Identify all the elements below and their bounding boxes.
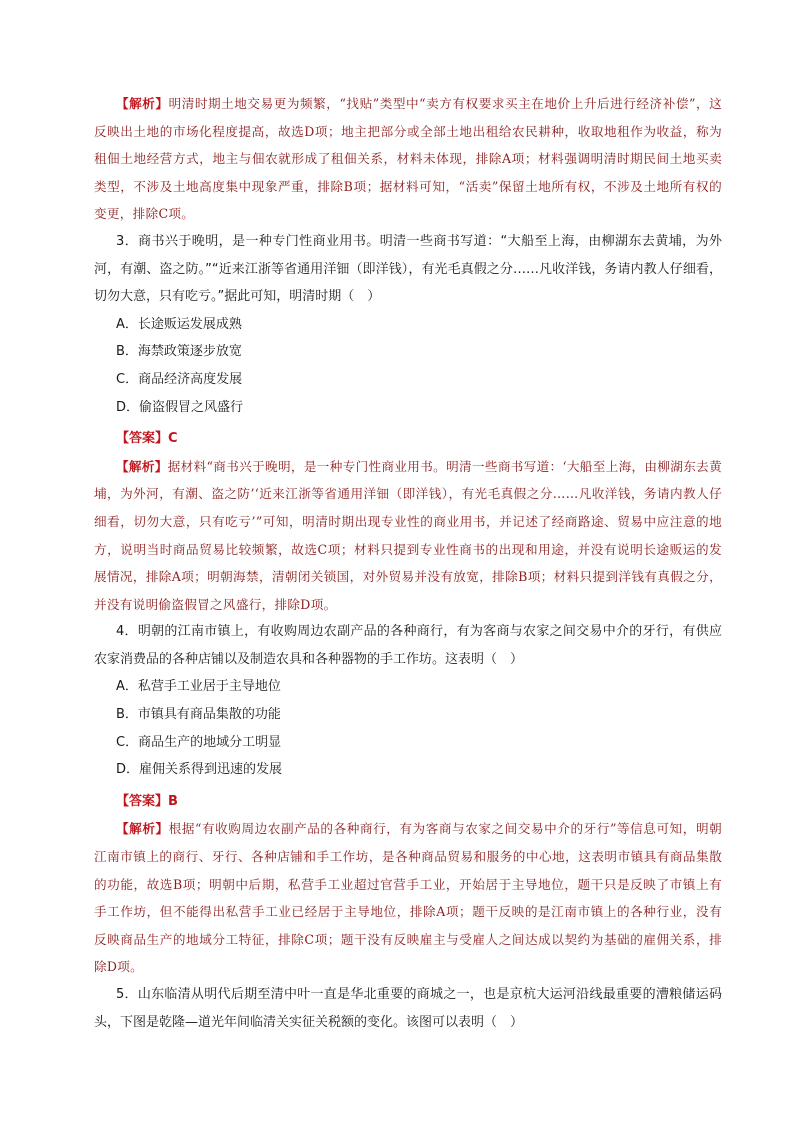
question-4-stem: 4．明朝的江南市镇上，有收购周边农副产品的各种商行，有为客商与农家之间交易中介的牙行，有供应农家消费品的各种店铺以及制造农具和各种器物的手工作坊。这表明（ ） xyxy=(94,624,722,667)
question-4-option-d: D．雇佣关系得到迅速的发展 xyxy=(116,762,283,778)
question-3-stem: 3．商书兴于晚明，是一种专门性商业用书。明清一些商书写道：“大船至上海，由柳湖东去黄埔，为外河，有潮、盗之防。”“近来江浙等省通用洋钿（即洋钱），有光毛真假之分……凡收洋钱，务请内教人仔细看，切勿大意，只有吃亏。”据此可知，明清时期（ ） xyxy=(94,233,722,305)
question-3-answer xyxy=(94,425,722,453)
analysis-tag: 【解析】 xyxy=(116,96,169,111)
question-3-option-b: B．海禁政策逐步放宽 xyxy=(116,344,242,360)
question-3-option-d: D．偷盗假冒之风盛行 xyxy=(116,399,244,415)
analysis-text: 明清时期土地交易更为频繁，“找贴”类型中“卖方有权要求买主在地价上升后进行经济补偿”，这反映出土地的市场化程度提高，故选D项；地主把部分或全部土地出租给农民耕种，收取地租作为收益，称为租佃土地经营方式，地主与佃农就形成了租佃关系，材料未体现，排除A项；材料强调明清时期民间土地买卖类型，不涉及土地高度集中现象严重，排除B项；据材料可知，“活卖”保留土地所有权，不涉及土地所有权的变更，排除C项。 xyxy=(94,96,723,222)
answer-value: C xyxy=(168,431,178,447)
question-5-stem: 5．山东临清从明代后期至清中叶一直是华北重要的商城之一，也是京杭大运河沿线最重要的漕粮储运码头，下图是乾隆—道光年间临清关实征关税额的变化。该图可以表明（ ） xyxy=(94,987,722,1030)
analysis-tag: 【解析】 xyxy=(116,458,168,474)
answer-tag: 【答案】 xyxy=(116,793,169,809)
analysis-text: 据材料“商书兴于晚明，是一种专门性商业用书。明清一些商书写道：‘大船至上海，由柳湖东去黄埔，为外河，有潮、盗之防’‘近来江浙等省通用洋钿（即洋钱），有光毛真假之分……凡收洋钱，务请内教人仔细看，切勿大意，只有吃亏’”可知，明清时期出现专业性的商业用书，并记述了经商路途、贸易中应注意的地方，说明当时商品贸易比较频繁，故选C项；材料只提到专业性商书的出现和用途，并没有说明长途贩运的发展情况，排除A项；明朝海禁，清朝闭关锁国，对外贸易并没有放宽，排除B项；材料只提到洋钱有真假之分，并没有说明偷盗假冒之风盛行，排除D项。 xyxy=(94,458,722,612)
analysis-tag: 【解析】 xyxy=(116,821,169,837)
question-3-option-c: C．商品经济高度发展 xyxy=(116,371,243,387)
question-4-option-b: B．市镇具有商品集散的功能 xyxy=(116,707,281,723)
question-3-analysis xyxy=(94,453,722,619)
question-3-option-a: A．长途贩运发展成熟 xyxy=(116,316,242,332)
question-4-option-a: A．私营手工业居于主导地位 xyxy=(116,679,281,695)
question-4-answer xyxy=(94,788,722,816)
question-4-option-c: C．商品生产的地域分工明显 xyxy=(116,734,282,750)
page-content xyxy=(94,90,722,1036)
analysis-block-1 xyxy=(94,90,722,228)
question-4-analysis xyxy=(94,815,722,981)
analysis-text: 根据“有收购周边农副产品的各种商行，有为客商与农家之间交易中介的牙行”等信息可知，明朝江南市镇上的商行、牙行、各种店铺和手工作坊，是各种商品贸易和服务的中心地，这表明市镇具有商品集散的功能，故选B项；明朝中后期，私营手工业超过官营手工业，开始居于主导地位，题干只是反映了市镇上有手工作坊，但不能得出私营手工业已经居于主导地位，排除A项；题干反映的是江南市镇上的各种行业，没有反映商品生产的地域分工特征，排除C项；题干没有反映雇主与受雇人之间达成以契约为基础的雇佣关系，排除D项。 xyxy=(94,821,723,975)
answer-tag: 【答案】 xyxy=(116,431,169,447)
answer-value: B xyxy=(168,793,178,809)
